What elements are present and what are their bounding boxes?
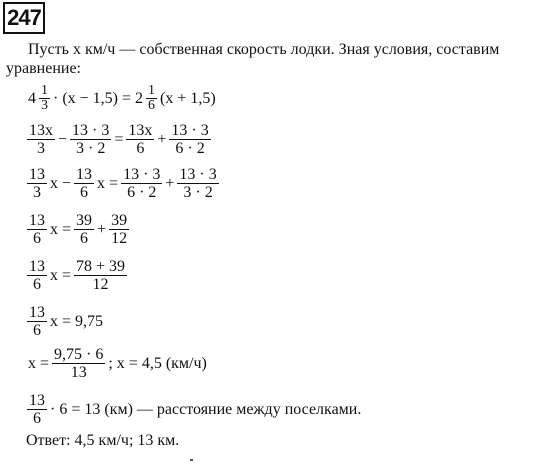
equation-2 (26, 122, 212, 157)
problem-number-badge (3, 2, 45, 34)
equation-3 (26, 166, 220, 201)
eq2-operator-1: − (58, 130, 68, 148)
answer-line: Ответ: 4,5 км/ч; 13 км. (26, 432, 180, 449)
equation-8 (26, 392, 363, 427)
eq1-fraction-a: $\frac{1}{3}$ (41, 83, 48, 113)
eq5-text-1: x = (50, 266, 72, 284)
eq1-middle: · (x − 1,5) = 2 (53, 89, 144, 107)
eq1-whole-a: 4 (28, 89, 36, 107)
equation-4 (26, 212, 130, 247)
eq1-fraction-b: $\frac{1}{6}$ (148, 83, 156, 113)
eq3-fraction-4: $\frac{13 \cdot 3}{3 \cdot 2}$ (179, 166, 217, 201)
equation-1 (26, 84, 218, 113)
equation-5 (26, 258, 128, 293)
eq3-text-1: x − (50, 174, 72, 192)
eq3-fraction-3: $\frac{13 \cdot 3}{6 \cdot 2}$ (123, 166, 161, 201)
intro-text: Пусть x км/ч — собственная скорость лодки. Зная условия, составим уравнение: (6, 41, 500, 77)
eq3-text-2: x = (97, 174, 119, 192)
eq2-operator-3: + (157, 130, 167, 148)
eq7-rest: ; x = 4,5 (км/ч) (108, 354, 207, 372)
eq3-fraction-1: $\frac{13}{3}$ (29, 166, 45, 201)
eq7-lead: x = (28, 354, 50, 372)
eq8-fraction-1: $\frac{13}{6}$ (29, 392, 45, 427)
eq2-fraction-4: $\frac{13 \cdot 3}{6 \cdot 2}$ (171, 122, 209, 157)
eq8-rest: · 6 = 13 (км) — расстояние между поселками. (50, 400, 362, 418)
eq2-fraction-3: $\frac{13x}{6}$ (128, 122, 153, 157)
eq6-fraction-1: $\frac{13}{6}$ (29, 304, 45, 339)
eq4-operator: + (97, 220, 107, 238)
intro-paragraph (6, 40, 546, 78)
eq3-operator: + (165, 174, 175, 192)
equation-6 (26, 304, 105, 339)
eq4-text-1: x = (50, 220, 72, 238)
eq4-fraction-3: $\frac{39}{12}$ (111, 212, 128, 247)
eq5-fraction-2: $\frac{78 + 39}{12}$ (76, 258, 126, 293)
eq2-fraction-2: $\frac{13 \cdot 3}{3 \cdot 2}$ (72, 122, 110, 157)
eq4-fraction-1: $\frac{13}{6}$ (29, 212, 45, 247)
eq3-fraction-2: $\frac{13}{6}$ (76, 166, 93, 201)
eq2-fraction-1: $\frac{13x}{3}$ (29, 122, 53, 157)
eq2-operator-2: = (114, 130, 124, 148)
eq1-tail: (x + 1,5) (160, 89, 216, 107)
eq6-rest: x = 9,75 (50, 312, 104, 330)
equation-7 (26, 346, 209, 381)
eq5-fraction-1: $\frac{13}{6}$ (29, 258, 45, 293)
eq4-fraction-2: $\frac{39}{6}$ (76, 212, 93, 247)
eq7-fraction-1: $\frac{9,75 \cdot 6}{13}$ (54, 346, 104, 381)
scan-speck (190, 459, 193, 461)
problem-number: 247 (7, 5, 41, 30)
